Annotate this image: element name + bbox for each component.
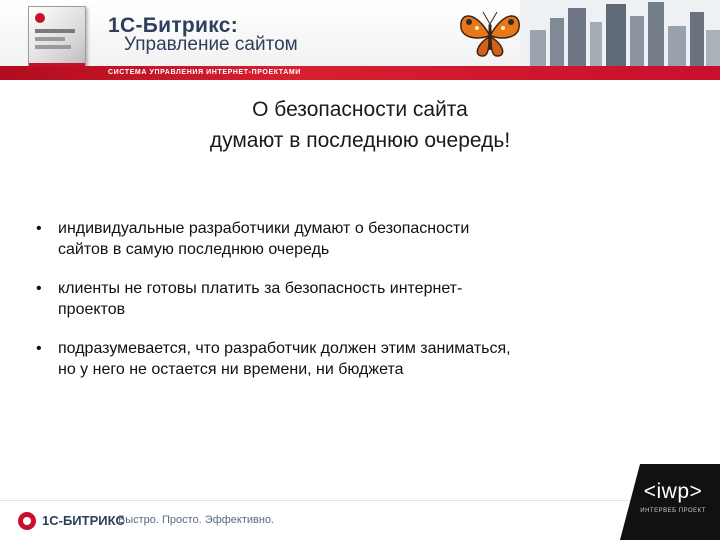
- bullet-item: [36, 278, 696, 320]
- bullet-item: [36, 218, 696, 260]
- bullet-item: [36, 338, 696, 380]
- bullet-dot: •: [36, 340, 42, 357]
- bullet-text-line: клиенты не готовы платить за безопасность интернет-: [58, 280, 463, 297]
- bullet-dot: •: [36, 280, 42, 297]
- product-box-image: [28, 6, 86, 66]
- iwp-subtitle: ИНТЕРВЕБ ПРОЕКТ: [640, 508, 706, 514]
- city-skyline-image: [520, 0, 720, 66]
- slide-title-line-1: О безопасности сайта: [252, 98, 468, 121]
- slide-title: [0, 94, 720, 156]
- slide-title-line-2: думают в последнюю очередь!: [209, 129, 511, 152]
- bullet-text-line: индивидуальные разработчики думают о безопасности: [58, 220, 470, 237]
- brand-tagline: Управление сайтом: [124, 34, 298, 55]
- slide-header: [0, 0, 720, 66]
- bullet-text-line: проектов: [58, 301, 126, 318]
- slide-footer: [0, 500, 720, 541]
- bitrix-logo-icon: [18, 512, 36, 530]
- butterfly-icon: [455, 6, 525, 62]
- bullet-text-line: но у него не остается ни времени, ни бюджета: [58, 361, 404, 378]
- bullet-text-line: сайтов в самую последнюю очередь: [58, 241, 330, 258]
- bullet-text-line: подразумевается, что разработчик должен этим заниматься,: [58, 340, 511, 357]
- brand-title: 1С-Битрикс:: [108, 14, 239, 37]
- footer-logo-text: 1С-БИТРИКС: [42, 513, 125, 528]
- iwp-logo-text: <iwp>: [643, 480, 703, 503]
- footer-tagline: Быстро. Просто. Эффективно.: [118, 514, 275, 526]
- header-subtitle: СИСТЕМА УПРАВЛЕНИЯ ИНТЕРНЕТ-ПРОЕКТАМИ: [108, 69, 301, 76]
- bullet-list: [36, 218, 696, 398]
- bullet-dot: •: [36, 220, 42, 237]
